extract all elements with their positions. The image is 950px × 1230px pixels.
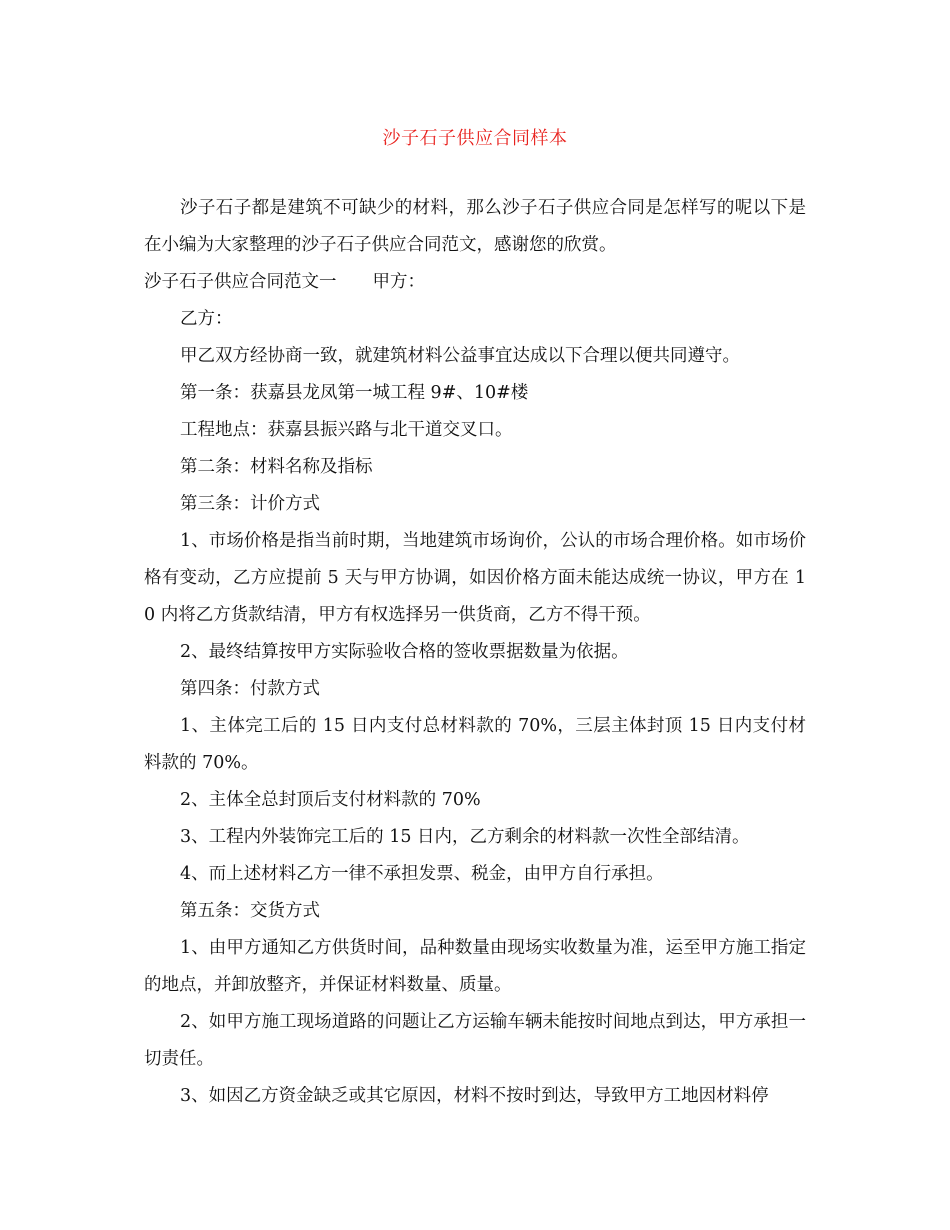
- paragraph-agreement: 甲乙双方经协商一致，就建筑材料公益事宜达成以下合理以便共同遵守。: [180, 346, 740, 366]
- paragraph-heading-line: [144, 264, 806, 301]
- article-4-item-3: 3、工程内外装饰完工后的 15 日内，乙方剩余的材料款一次性全部结清。: [180, 827, 750, 847]
- project-location: 工程地点：获嘉县振兴路与北干道交叉口。: [180, 420, 513, 440]
- article-4: 第四条：付款方式: [180, 679, 320, 699]
- article-5: 第五条：交货方式: [180, 901, 320, 921]
- article-4-item-2: 2、主体全总封顶后支付材料款的 70%: [180, 790, 481, 810]
- article-2: 第二条：材料名称及指标: [180, 457, 373, 477]
- article-1: 第一条：获嘉县龙凤第一城工程 9#、10#楼: [180, 383, 529, 403]
- article-5-item-1: 1、由甲方通知乙方供货时间，品种数量由现场实收数量为准，运至甲方施工指定的地点，并卸放整齐，并保证材料数量、质量。: [144, 938, 806, 995]
- party-b-label: 乙方：: [180, 309, 233, 329]
- paragraph-intro: 沙子石子都是建筑不可缺少的材料，那么沙子石子供应合同是怎样写的呢以下是在小编为大家整理的沙子石子供应合同范文，感谢您的欣赏。: [144, 198, 806, 255]
- sample-heading: 沙子石子供应合同范文一: [144, 272, 337, 292]
- article-5-item-3: 3、如因乙方资金缺乏或其它原因，材料不按时到达，导致甲方工地因材料停: [180, 1086, 769, 1106]
- document-body: [144, 190, 806, 1115]
- party-a-label: 甲方：: [372, 272, 425, 292]
- article-3: 第三条：计价方式: [180, 494, 320, 514]
- page-title: 沙子石子供应合同样本: [382, 128, 568, 149]
- article-5-item-2: 2、如甲方施工现场道路的问题让乙方运输车辆未能按时间地点到达，甲方承担一切责任。: [144, 1012, 806, 1069]
- article-4-item-1: 1、主体完工后的 15 日内支付总材料款的 70%，三层主体封顶 15 日内支付材料款的 70%。: [144, 716, 806, 773]
- article-3-item-2: 2、最终结算按甲方实际验收合格的签收票据数量为依据。: [180, 642, 629, 662]
- article-4-item-4: 4、而上述材料乙方一律不承担发票、税金，由甲方自行承担。: [180, 864, 664, 884]
- article-3-item-1: 1、市场价格是指当前时期，当地建筑市场询价，公认的市场合理价格。如市场价格有变动，乙方应提前 5 天与甲方协调，如因价格方面未能达成统一协议，甲方在 10 内将乙方货款结清，甲方有权选择另一供货商，乙方不得干预。: [144, 531, 806, 625]
